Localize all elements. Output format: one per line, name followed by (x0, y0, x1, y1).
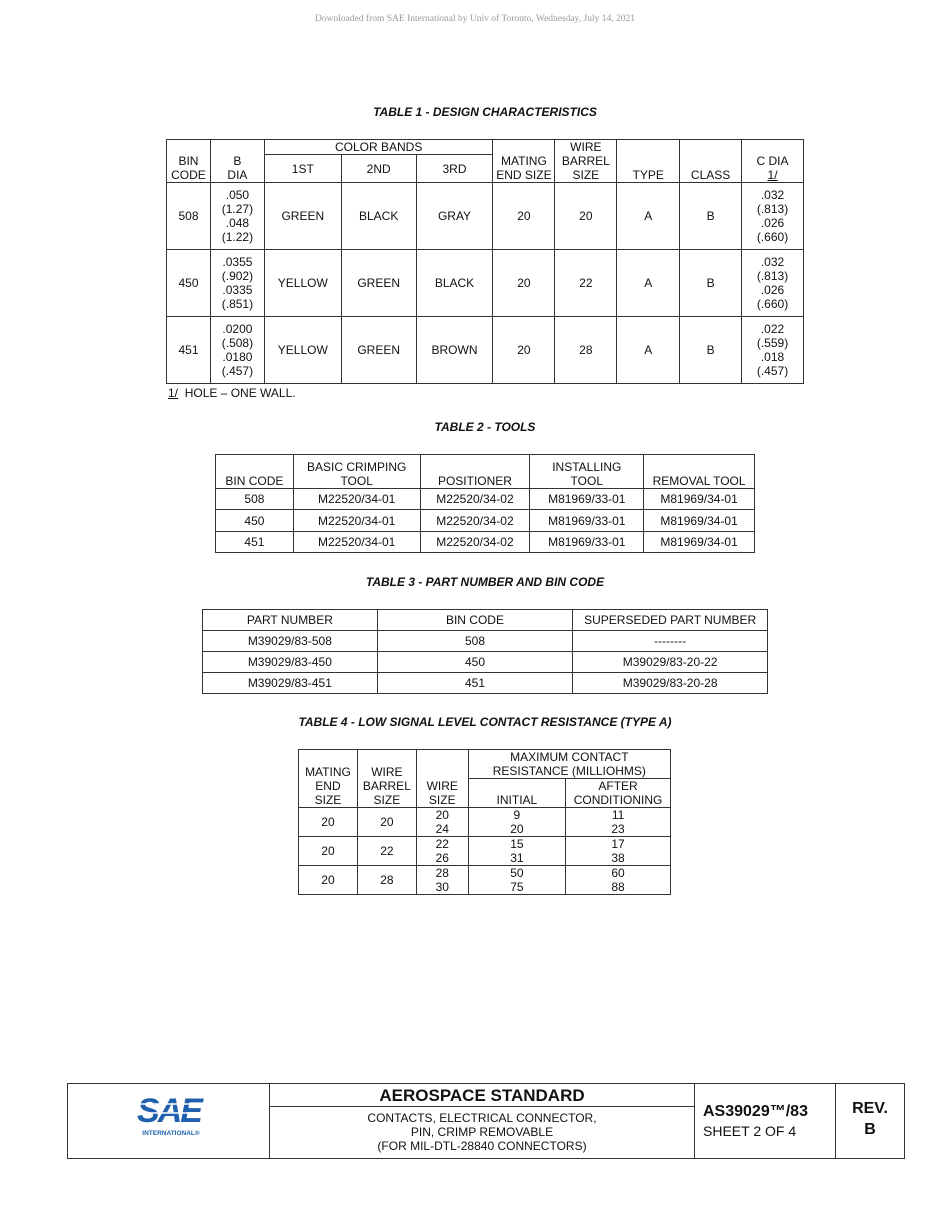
table3-part-number-bin-code (202, 609, 768, 694)
header-crimping-tool: BASIC CRIMPING TOOL (293, 455, 420, 489)
header-band-1st: 1ST (264, 155, 341, 183)
header-removal-tool: REMOVAL TOOL (644, 455, 755, 489)
document-number: AS39029™/83 (703, 1103, 808, 1120)
table4-contact-resistance (298, 749, 671, 895)
sheet-number: SHEET 2 OF 4 (703, 1123, 797, 1139)
header-after-conditioning: AFTER CONDITIONING (566, 779, 671, 808)
table2-title: TABLE 2 - TOOLS (434, 420, 536, 434)
table-row: 451 M22520/34-01 M22520/34-02 M81969/33-01 M81969/34-01 (216, 532, 755, 553)
revision-value: B (864, 1121, 876, 1138)
header-max-contact-resistance: MAXIMUM CONTACT RESISTANCE (MILLIOHMS) (468, 750, 670, 779)
header-color-bands: COLOR BANDS (264, 140, 493, 155)
title-block (67, 1083, 905, 1159)
header-type: TYPE (617, 140, 680, 183)
table3-title: TABLE 3 - PART NUMBER AND BIN CODE (365, 575, 605, 589)
header-installing-tool: INSTALLING TOOL (530, 455, 644, 489)
header-mating-end-size: MATING END SIZE (299, 750, 358, 808)
table-row: 450 .0355 (.902) .0335 (.851) YELLOW GREEN BLACK 20 22 A B .032 (.813) .026 (.660) (167, 250, 804, 317)
table-row: 20 20 20 24 9 20 11 23 (299, 808, 671, 837)
logo-subtitle: INTERNATIONAL® (142, 1130, 200, 1137)
header-bin-code: BIN CODE (167, 140, 211, 183)
document-number-cell (695, 1084, 836, 1158)
table-row: 508 M22520/34-01 M22520/34-02 M81969/33-01 M81969/34-01 (216, 489, 755, 510)
table-row: 450 M22520/34-01 M22520/34-02 M81969/33-01 M81969/34-01 (216, 510, 755, 532)
table-row: 451 .0200 (.508) .0180 (.457) YELLOW GREEN BROWN 20 28 A B .022 (.559) .018 (.457) (167, 317, 804, 384)
table4-title: TABLE 4 - LOW SIGNAL LEVEL CONTACT RESISTANCE (TYPE A) (298, 715, 672, 729)
logo-wordmark: SAE (137, 1092, 201, 1130)
sae-logo-icon (68, 1084, 270, 1158)
header-wire-size: WIRE SIZE (416, 750, 468, 808)
header-wire-barrel-size: WIRE BARREL SIZE (555, 140, 617, 183)
header-bin-code: BIN CODE (216, 455, 294, 489)
standard-description: CONTACTS, ELECTRICAL CONNECTOR, PIN, CRIMP REMOVABLE (FOR MIL-DTL-28840 CONNECTORS) (367, 1111, 597, 1153)
download-watermark: Downloaded from SAE International by Univ of Toronto, Wednesday, July 14, 2021 (314, 14, 636, 24)
table-row: M39029/83-508 508 -------- (203, 631, 768, 652)
table1-footnote: 1/ HOLE – ONE WALL. (168, 386, 296, 400)
header-b-dia: B DIA (210, 140, 264, 183)
standard-title: AEROSPACE STANDARD (270, 1084, 694, 1107)
table-row: 508 .050 (1.27) .048 (1.22) GREEN BLACK GRAY 20 20 A B .032 (.813) .026 (.660) (167, 183, 804, 250)
table-row: 20 28 28 30 50 75 60 88 (299, 866, 671, 895)
header-positioner: POSITIONER (420, 455, 530, 489)
header-part-number: PART NUMBER (203, 610, 378, 631)
table-row: M39029/83-451 451 M39029/83-20-28 (203, 673, 768, 694)
header-bin-code: BIN CODE (377, 610, 573, 631)
header-c-dia: C DIA 1/ (742, 140, 804, 183)
logo-cell (68, 1084, 270, 1158)
table-row: M39029/83-450 450 M39029/83-20-22 (203, 652, 768, 673)
revision-cell (836, 1084, 904, 1158)
header-superseded-part-number: SUPERSEDED PART NUMBER (573, 610, 768, 631)
revision-label: REV. (852, 1100, 888, 1117)
table1-design-characteristics (166, 139, 804, 384)
header-mating-end-size: MATING END SIZE (493, 140, 555, 183)
header-wire-barrel-size: WIRE BARREL SIZE (357, 750, 416, 808)
header-band-2nd: 2ND (341, 155, 416, 183)
table2-tools (215, 454, 755, 553)
header-initial: INITIAL (468, 779, 565, 808)
header-band-3rd: 3RD (416, 155, 493, 183)
table1-title: TABLE 1 - DESIGN CHARACTERISTICS (373, 105, 597, 119)
table-row: 20 22 22 26 15 31 17 38 (299, 837, 671, 866)
standard-cell (270, 1084, 695, 1158)
header-class: CLASS (680, 140, 742, 183)
